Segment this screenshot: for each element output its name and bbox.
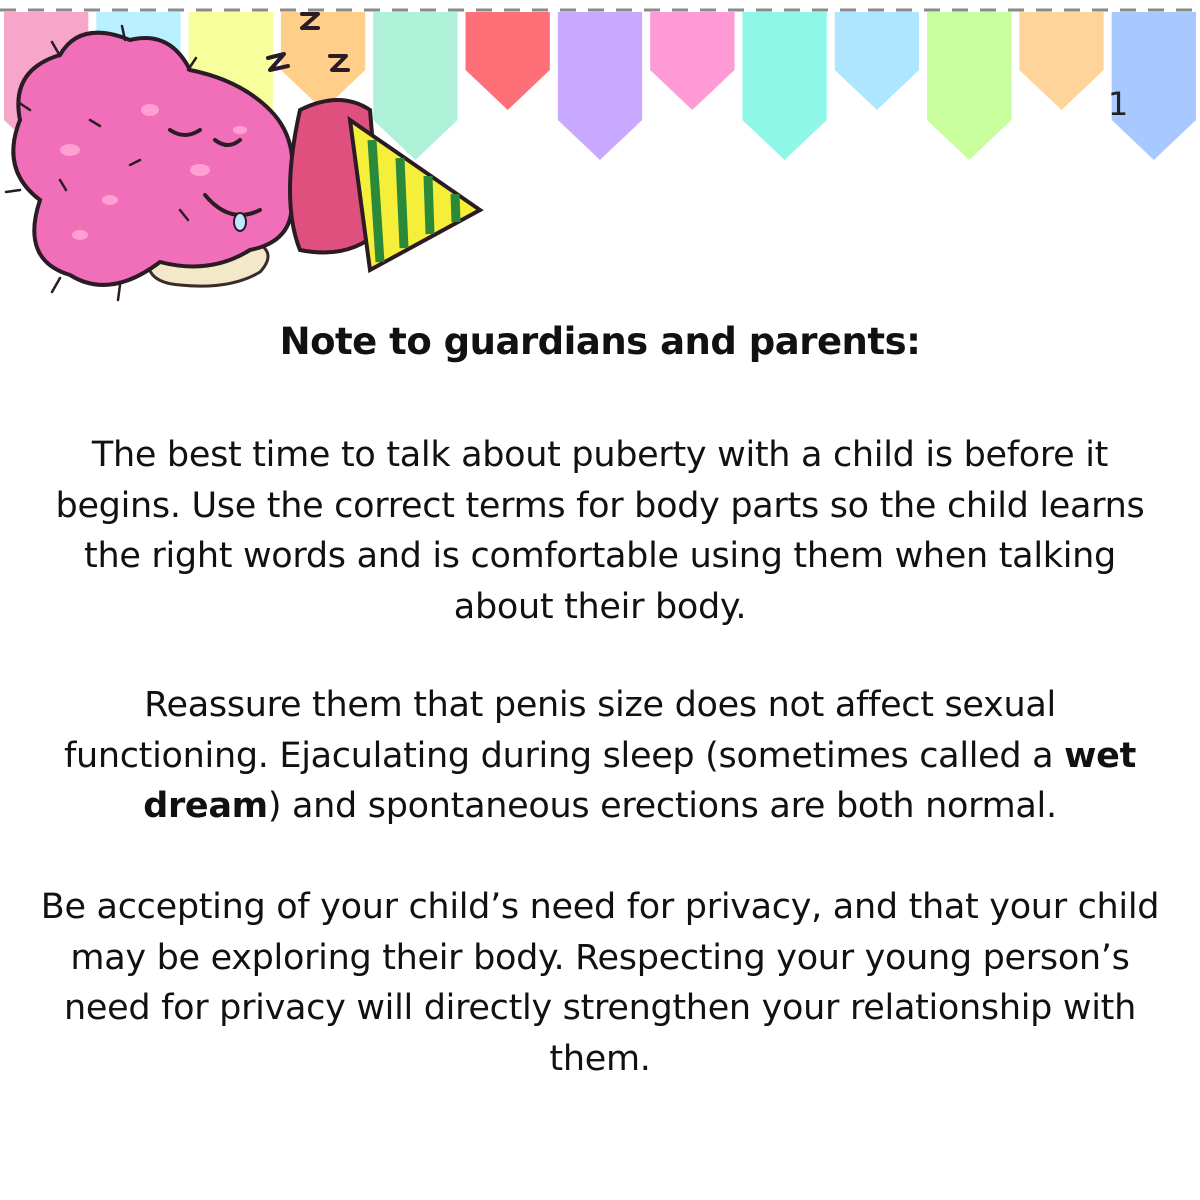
paragraph-reassurance-text-start: Reassure them that penis size does not affect sexual functioning. Ejaculating during sleep (sometimes called a bbox=[63, 685, 1065, 776]
paragraph-privacy: Be accepting of your child’s need for privacy, and that your child may be exploring their body. Respecting your young person’s need for privacy will directly strengthen your relationship with them. bbox=[40, 887, 1160, 1079]
bunting-flag bbox=[927, 12, 1011, 160]
sleeping-pink-cartoon-icon bbox=[0, 0, 500, 320]
page-number: 1 bbox=[1107, 85, 1129, 123]
bunting-flag bbox=[1019, 12, 1103, 110]
paragraph-reassurance bbox=[40, 680, 1160, 832]
wet-dream-term: wet dream bbox=[143, 735, 1137, 826]
bunting-flag bbox=[742, 12, 826, 160]
bunting-flag bbox=[558, 12, 642, 160]
paragraph-puberty-talk: The best time to talk about puberty with a child is before it begins. Use the correct terms for body parts so the child learns the right words and is comfortable using them when talking about their body. bbox=[55, 435, 1145, 627]
page-title: Note to guardians and parents: bbox=[279, 320, 921, 363]
paragraph-reassurance-text-end: ) and spontaneous erections are both normal. bbox=[267, 786, 1057, 826]
bunting-flag bbox=[835, 12, 919, 110]
bunting-flag bbox=[650, 12, 734, 110]
